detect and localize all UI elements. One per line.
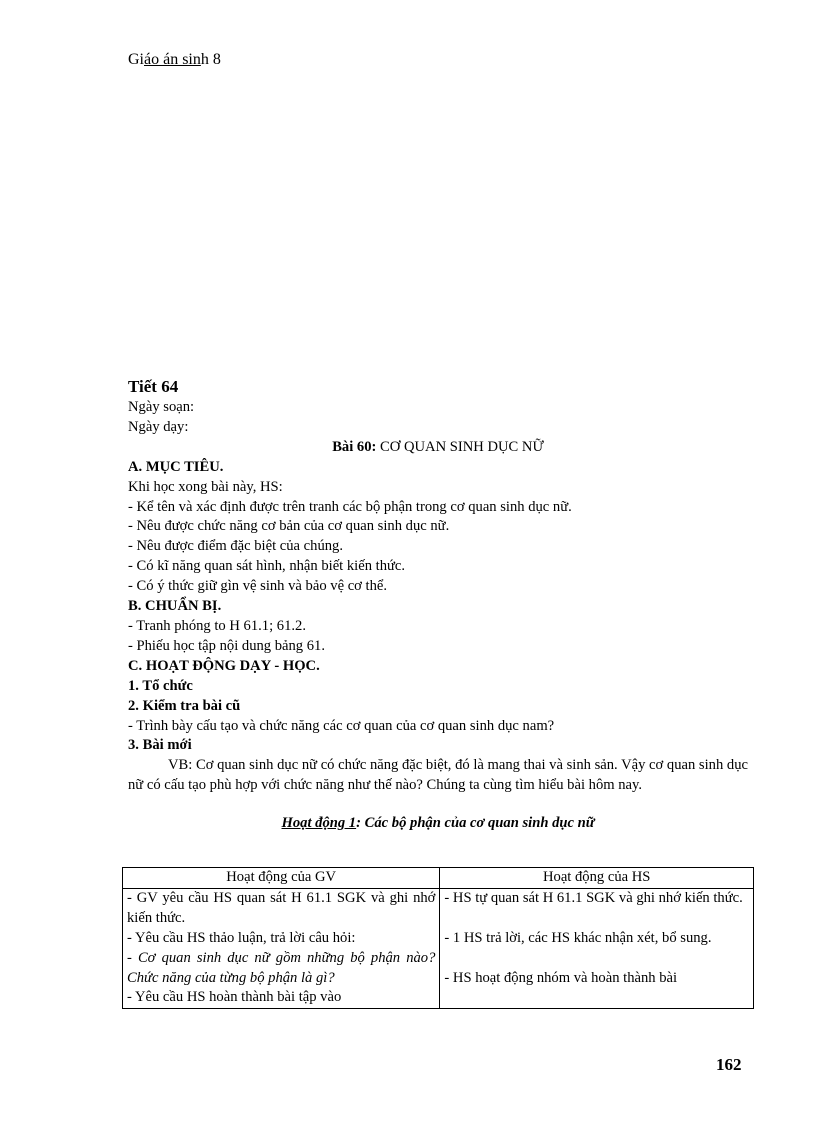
hs-paragraph: - 1 HS trả lời, các HS khác nhận xét, bổ sung. — [444, 929, 712, 946]
review-question: - Trình bày cấu tạo và chức năng các cơ quan của cơ quan sinh dục nam? — [128, 717, 555, 734]
hs-cell — [440, 888, 754, 1008]
section-b-heading: B. CHUẨN BỊ. — [128, 598, 222, 615]
section-c-sub2: 2. Kiểm tra bài cũ — [128, 697, 241, 714]
hs-paragraph: - HS tự quan sát H 61.1 SGK và ghi nhớ kiến thức. — [444, 889, 743, 906]
spacer — [444, 909, 749, 929]
header-text-underlined: áo án sin — [144, 51, 201, 68]
section-c-sub1: 1. Tổ chức — [128, 677, 193, 694]
objective-item: - Có kĩ năng quan sát hình, nhận biết kiến thức. — [128, 558, 406, 575]
gv-question: - Cơ quan sinh dục nữ gồm những bộ phận nào? Chức năng của từng bộ phận là gì? — [127, 949, 436, 986]
page-number: 162 — [716, 1055, 742, 1074]
objective-item: - Nêu được điểm đặc biệt của chúng. — [128, 538, 343, 555]
gv-paragraph: - GV yêu cầu HS quan sát H 61.1 SGK và ghi nhớ kiến thức. — [127, 889, 436, 926]
gv-paragraph: - Yêu cầu HS thảo luận, trả lời câu hỏi: — [127, 929, 356, 946]
objective-item: - Kể tên và xác định được trên tranh các bộ phận trong cơ quan sinh dục nữ. — [128, 498, 572, 515]
header-text-start: Gi — [128, 51, 144, 68]
section-a-intro: Khi học xong bài này, HS: — [128, 478, 283, 495]
col-header-gv: Hoạt động của GV — [123, 868, 440, 889]
objective-item: - Nêu được chức năng cơ bản của cơ quan sinh dục nữ. — [128, 518, 450, 535]
section-a-heading: A. MỤC TIÊU. — [128, 458, 224, 475]
table-row — [123, 888, 754, 1008]
lesson-content — [128, 376, 748, 850]
page-bottom-margin — [0, 1030, 816, 1123]
page-header — [128, 50, 221, 70]
activity-heading — [128, 814, 748, 834]
prep-item: - Phiếu học tập nội dung bảng 61. — [128, 637, 325, 654]
section-c-sub3: 3. Bài mới — [128, 737, 192, 754]
col-header-hs: Hoạt động của HS — [440, 868, 754, 889]
prep-date: Ngày soạn: — [128, 399, 195, 415]
activity-label: Hoạt động 1 — [281, 815, 357, 832]
activity-table — [122, 867, 754, 1009]
table-header-row — [123, 868, 754, 889]
objective-item: - Có ý thức giữ gìn vệ sinh và bảo vệ cơ thể. — [128, 578, 388, 595]
teach-date: Ngày dạy: — [128, 418, 189, 435]
activity-title: : Các bộ phận của cơ quan sinh dục nữ — [356, 815, 595, 832]
section-c-heading: C. HOẠT ĐỘNG DẠY - HỌC. — [128, 657, 320, 674]
lesson-title — [128, 438, 748, 458]
gv-cell — [123, 888, 440, 1008]
prep-item: - Tranh phóng to H 61.1; 61.2. — [128, 617, 306, 634]
header-text-end: h 8 — [200, 51, 221, 68]
lesson-period: Tiết 64 — [128, 377, 179, 396]
lesson-title-main: CƠ QUAN SINH DỤC NỮ — [376, 438, 544, 455]
intro-paragraph: VB: Cơ quan sinh dục nữ có chức năng đặc biệt, đó là mang thai và sinh sản. Vậy cơ quan sinh dục nữ có cấu tạo phù hợp với chức năng như thế nào? Chúng ta cùng tìm hiểu bài hôm nay. — [128, 757, 748, 794]
hs-paragraph: - HS hoạt động nhóm và hoàn thành bài — [444, 969, 678, 986]
lesson-title-prefix: Bài 60: — [332, 438, 377, 455]
spacer — [444, 949, 749, 969]
gv-paragraph: - Yêu cầu HS hoàn thành bài tập vào — [127, 989, 342, 1006]
